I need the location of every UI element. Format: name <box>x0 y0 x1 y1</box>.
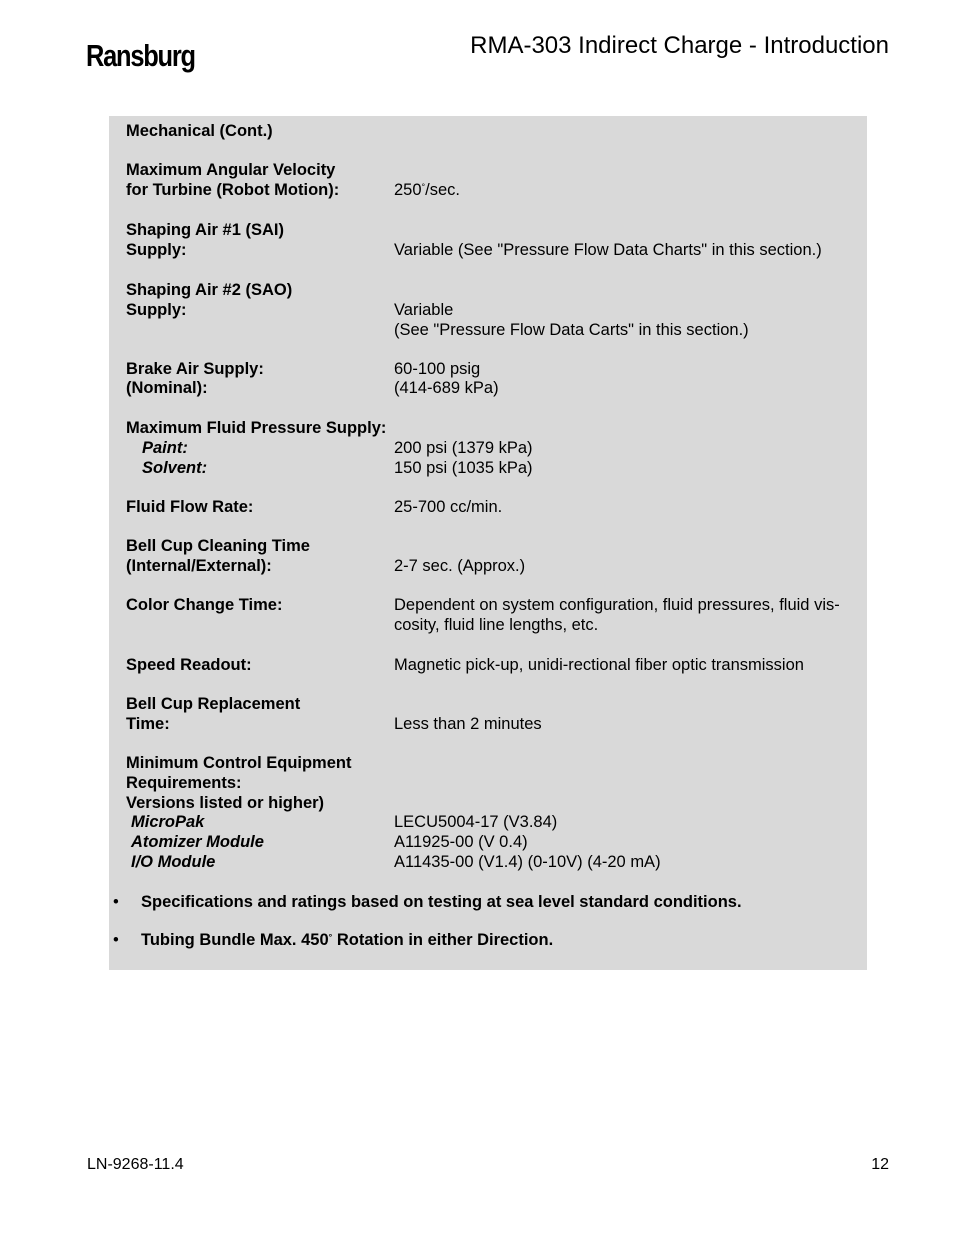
fluid-flow-label: Fluid Flow Rate: <box>126 498 254 516</box>
angular-velocity-label: Maximum Angular Velocity <box>126 161 336 179</box>
bell-cup-replacement-label: Bell Cup Replacement <box>126 695 301 713</box>
fluid-flow-value: 25-700 cc/min. <box>394 498 503 516</box>
atomizer-module-value: A11925-00 (V 0.4) <box>394 833 528 851</box>
control-equipment-label-2: Requirements: <box>126 774 242 792</box>
section-heading: Mechanical (Cont.) <box>126 122 273 140</box>
shaping-air-2-value: Variable <box>394 301 454 319</box>
speed-readout-value: Magnetic pick-up, unidi-rectional fiber optic transmission <box>394 656 804 674</box>
bell-cup-cleaning-label-2: (Internal/External): <box>126 557 272 575</box>
bullet-icon: • <box>113 893 119 911</box>
color-change-label: Color Change Time: <box>126 596 283 614</box>
atomizer-module-label: Atomizer Module <box>131 833 264 851</box>
solvent-value: 150 psi (1035 kPa) <box>394 459 533 477</box>
bell-cup-replacement-label-2: Time: <box>126 715 170 733</box>
control-equipment-label-3: Versions listed or higher) <box>126 794 325 812</box>
bell-cup-cleaning-label: Bell Cup Cleaning Time <box>126 537 310 555</box>
paint-label: Paint: <box>142 439 188 457</box>
control-equipment-label: Minimum Control Equipment <box>126 754 352 772</box>
angular-velocity-value: 250°/sec. <box>394 181 460 199</box>
color-change-value: Dependent on system configuration, fluid pressures, fluid vis- <box>394 596 840 614</box>
micropak-label: MicroPak <box>131 813 205 831</box>
brake-air-value: 60-100 psig <box>394 360 481 378</box>
note-sea-level: Specifications and ratings based on testing at sea level standard conditions. <box>141 893 742 911</box>
shaping-air-2-label-2: Supply: <box>126 301 187 319</box>
bell-cup-replacement-value: Less than 2 minutes <box>394 715 542 733</box>
ransburg-logo: Ransburg <box>86 38 195 73</box>
page-title: RMA-303 Indirect Charge - Introduction <box>470 32 889 59</box>
brake-air-value-2: (414-689 kPa) <box>394 379 499 397</box>
shaping-air-2-label: Shaping Air #2 (SAO) <box>126 281 293 299</box>
io-module-label: I/O Module <box>131 853 216 871</box>
micropak-value: LECU5004-17 (V3.84) <box>394 813 558 831</box>
shaping-air-2-value-2: (See "Pressure Flow Data Carts" in this section.) <box>394 321 749 339</box>
solvent-label: Solvent: <box>142 459 208 477</box>
note-tubing-bundle: Tubing Bundle Max. 450° Rotation in either Direction. <box>141 931 554 949</box>
brake-air-label-2: (Nominal): <box>126 379 208 397</box>
shaping-air-1-value: Variable (See "Pressure Flow Data Charts" in this section.) <box>394 241 822 259</box>
fluid-pressure-label: Maximum Fluid Pressure Supply: <box>126 419 387 437</box>
brake-air-label: Brake Air Supply: <box>126 360 264 378</box>
shaping-air-1-label-2: Supply: <box>126 241 187 259</box>
speed-readout-label: Speed Readout: <box>126 656 252 674</box>
io-module-value: A11435-00 (V1.4) (0-10V) (4-20 mA) <box>394 853 661 871</box>
angular-velocity-label-2: for Turbine (Robot Motion): <box>126 181 340 199</box>
paint-value: 200 psi (1379 kPa) <box>394 439 533 457</box>
bullet-icon: • <box>113 931 119 949</box>
bell-cup-cleaning-value: 2-7 sec. (Approx.) <box>394 557 526 575</box>
doc-number: LN-9268-11.4 <box>87 1156 184 1173</box>
page-number: 12 <box>871 1156 889 1173</box>
color-change-value-2: cosity, fluid line lengths, etc. <box>394 616 599 634</box>
shaping-air-1-label: Shaping Air #1 (SAI) <box>126 221 284 239</box>
